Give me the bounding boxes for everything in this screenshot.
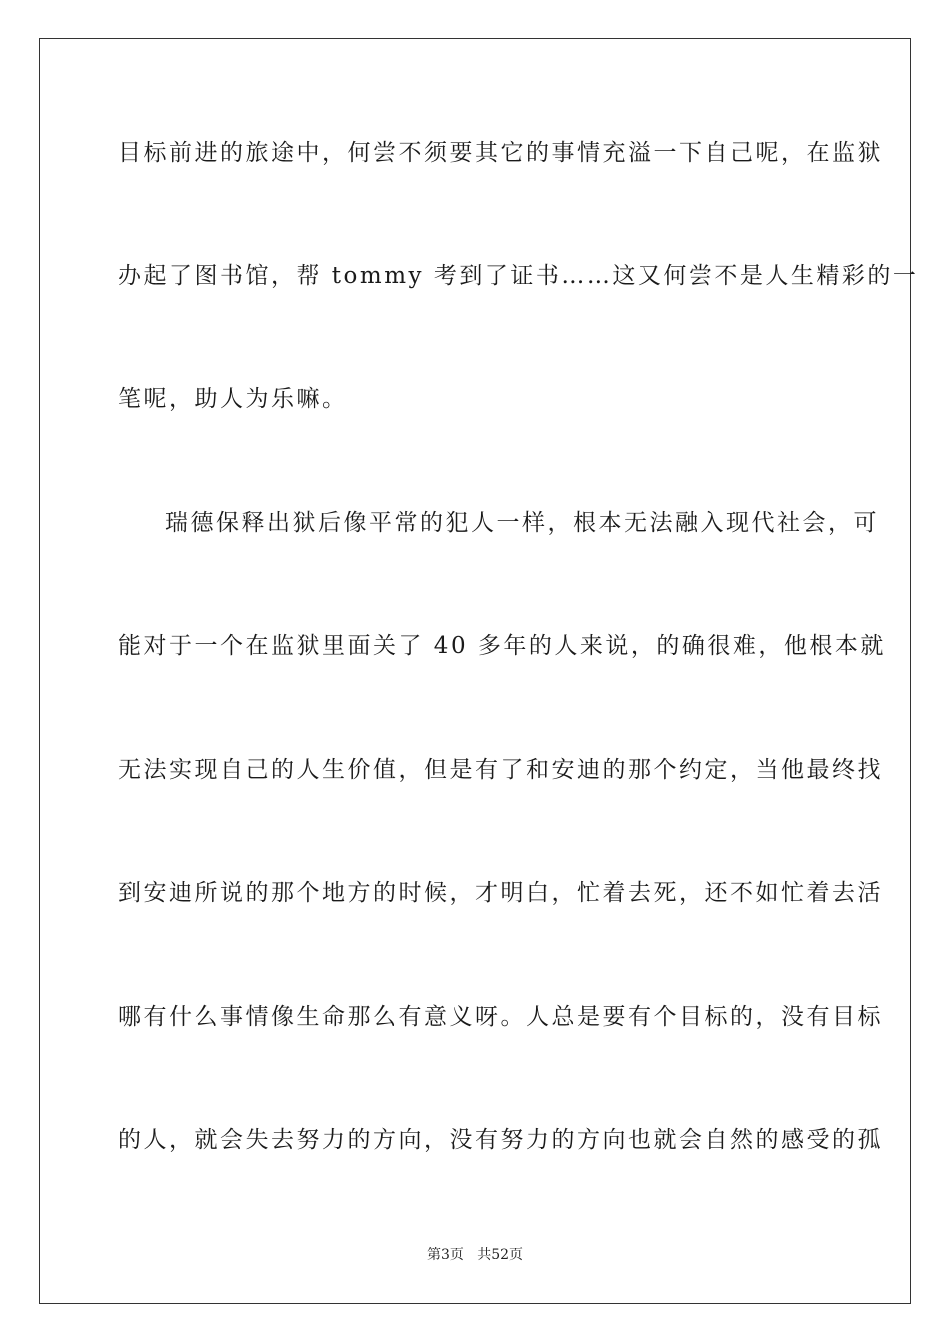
text-line: 目标前进的旅途中，何尝不须要其它的事情充溢一下自己呢，在监狱 (118, 140, 883, 166)
page-number-footer: 第3页 共52页 (426, 1247, 524, 1263)
text-line: 笔呢，助人为乐嘛。 (118, 386, 348, 412)
text-line: 办起了图书馆，帮 tommy 考到了证书……这又何尝不是人生精彩的一 (118, 263, 919, 289)
text-line: 哪有什么事情像生命那么有意义呀。人总是要有个目标的，没有目标 (118, 1004, 883, 1030)
text-line: 能对于一个在监狱里面关了 40 多年的人来说，的确很难，他根本就 (118, 633, 886, 659)
page-border (39, 38, 919, 1304)
text-line: 到安迪所说的那个地方的时候，才明白，忙着去死，还不如忙着去活 (118, 880, 883, 906)
paragraph-start-line: 瑞德保释出狱后像平常的犯人一样，根本无法融入现代社会，可 (165, 510, 879, 536)
text-line: 无法实现自己的人生价值，但是有了和安迪的那个约定，当他最终找 (118, 757, 883, 783)
text-line: 的人，就会失去努力的方向，没有努力的方向也就会自然的感受的孤 (118, 1127, 883, 1153)
